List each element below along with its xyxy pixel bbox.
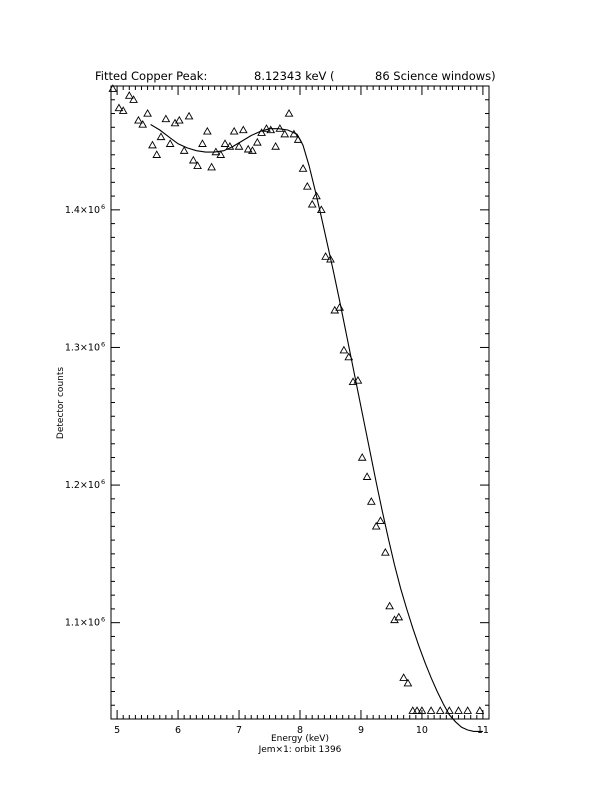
data-point bbox=[240, 126, 247, 132]
data-marks bbox=[109, 85, 483, 731]
data-point bbox=[208, 164, 215, 170]
data-point bbox=[386, 603, 393, 609]
data-point bbox=[254, 139, 261, 145]
data-point bbox=[162, 115, 169, 121]
y-tick-label-exponent: 6 bbox=[101, 615, 106, 624]
y-tick-label: 1.1×10 bbox=[64, 617, 100, 629]
chart-title-energy: 8.12343 keV ( bbox=[254, 69, 335, 83]
data-point bbox=[359, 454, 366, 460]
data-point bbox=[231, 128, 238, 134]
data-point bbox=[153, 151, 160, 157]
data-point bbox=[245, 146, 252, 152]
data-point bbox=[368, 498, 375, 504]
data-point bbox=[185, 113, 192, 119]
data-point bbox=[437, 707, 444, 713]
data-point bbox=[130, 96, 137, 102]
data-point bbox=[299, 165, 306, 171]
footer-label: Jem×1: orbit 1396 bbox=[258, 745, 342, 755]
y-tick-label: 1.2×10 bbox=[64, 480, 100, 492]
data-point bbox=[149, 142, 156, 148]
y-tick-label: 1.3×10 bbox=[64, 342, 100, 354]
data-point bbox=[157, 133, 164, 139]
x-tick-label: 11 bbox=[476, 725, 489, 736]
data-point bbox=[190, 157, 197, 163]
data-point bbox=[336, 304, 343, 310]
x-tick-label: 6 bbox=[175, 725, 182, 736]
data-point bbox=[464, 707, 471, 713]
fit-curve bbox=[151, 125, 483, 732]
data-point bbox=[322, 253, 329, 259]
data-point bbox=[340, 347, 347, 353]
plot-frame bbox=[111, 86, 489, 719]
x-tick-label: 9 bbox=[357, 725, 364, 736]
data-point bbox=[285, 110, 292, 116]
data-point bbox=[309, 201, 316, 207]
y-tick-label: 1.4×10 bbox=[64, 204, 100, 216]
x-tick-label: 5 bbox=[114, 725, 121, 736]
data-point bbox=[167, 140, 174, 146]
data-point bbox=[455, 707, 462, 713]
data-point bbox=[135, 117, 142, 123]
x-tick-label: 8 bbox=[296, 725, 304, 736]
chart-title-label: Fitted Copper Peak: bbox=[95, 69, 208, 83]
y-tick-labels bbox=[65, 203, 105, 629]
data-point bbox=[139, 121, 146, 127]
data-point bbox=[126, 92, 133, 98]
data-point bbox=[199, 140, 206, 146]
y-tick-label-exponent: 6 bbox=[101, 202, 106, 211]
data-point bbox=[221, 140, 228, 146]
y-tick-label-exponent: 6 bbox=[101, 478, 106, 487]
chart-title-windows: 86 Science windows) bbox=[375, 69, 496, 83]
y-axis-label: Detector counts bbox=[56, 366, 66, 440]
y-tick-label-exponent: 6 bbox=[101, 340, 106, 349]
axis-ticks bbox=[111, 86, 489, 719]
data-point bbox=[204, 128, 211, 134]
data-point bbox=[144, 110, 151, 116]
x-tick-label: 7 bbox=[236, 725, 243, 736]
x-tick-label: 10 bbox=[415, 725, 428, 736]
data-point bbox=[400, 674, 407, 680]
data-point bbox=[304, 183, 311, 189]
data-point bbox=[377, 517, 384, 523]
data-point bbox=[476, 707, 483, 713]
data-point bbox=[382, 549, 389, 555]
x-axis-label: Energy (keV) bbox=[271, 734, 329, 744]
data-point bbox=[363, 473, 370, 479]
data-point bbox=[272, 143, 279, 149]
data-point bbox=[427, 707, 434, 713]
